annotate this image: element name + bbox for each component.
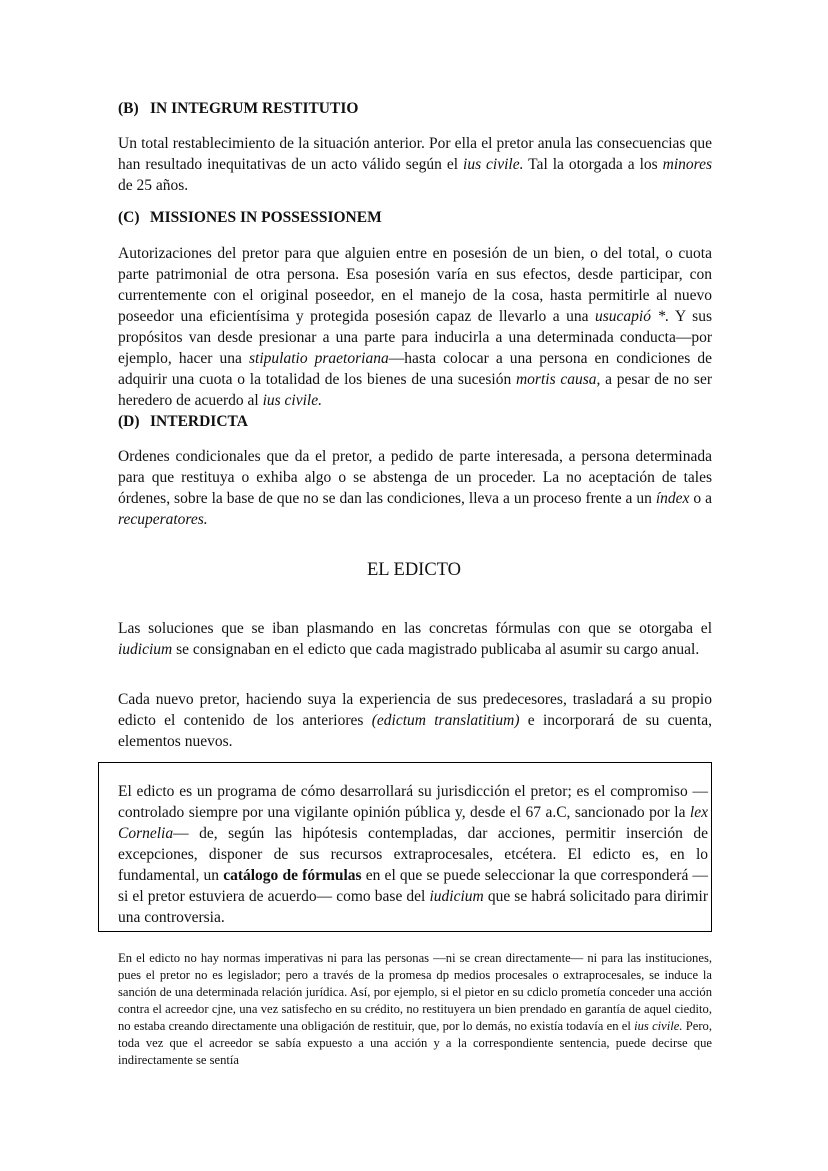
text-span: Ordenes condicionales que da el pretor, a pedido de parte interesada, a persona determinada para que restituya o exhiba algo o se abstenga de un proceder. La no aceptación de tales órdenes, sobre la base de que no se dan las condiciones, lleva a un proceso frente a un — [118, 448, 712, 507]
italic-term: iudicium — [118, 641, 173, 658]
text-span: Tal la otorgada a los — [523, 156, 663, 173]
section-d-title: INTERDICTA — [150, 413, 248, 430]
text-span: El edicto es un programa de cómo desarrollará su jurisdicción el pretor; es el compromiso —controlado siempre por una vigilante opinión pública y, desde el 67 a.C, sancionado por la — [118, 783, 708, 821]
italic-term: ius civile. — [463, 156, 524, 173]
section-b-letter: (B) — [118, 100, 139, 117]
italic-term: mortis causa, — [515, 371, 601, 388]
text-span: —hasta colocar a una persona en condiciones de adquirir una cuota o la totalidad de los bienes de una sucesión — [118, 350, 713, 388]
text-span: Cada nuevo pretor, haciendo suya la experiencia de sus predecesores, trasladará a su propio edicto el contenido de los anteriores — [118, 691, 712, 729]
highlight-box — [98, 762, 712, 932]
italic-term: minores — [662, 156, 712, 173]
italic-term: iudicium — [429, 888, 484, 905]
section-d-paragraph — [118, 446, 712, 530]
text-span: se consignaban en el edicto que cada magistrado publicaba al asumir su cargo anual. — [172, 641, 700, 658]
text-span: o a — [689, 490, 712, 507]
text-span: Autorizaciones del pretor para que alguien entre en posesión de un bien, o del total, o cuota parte patrimonial de otra persona. Esa posesión varía en sus efectos, desde participar, con currentemente con el original poseedor, en el manejo de la cosa, hasta permitirle al nuevo poseedor una eficientísima y protegida posesión capaz de llevarlo a una — [118, 245, 712, 325]
text-span: — de, según las hipótesis contempladas, dar acciones, permitir inserción de excepciones, disponer de sus recursos extraprocesales, etcétera. El edicto es, en lo fundamental, un — [118, 825, 708, 884]
italic-term: ius civile. — [634, 1019, 683, 1033]
section-c-paragraph — [118, 243, 712, 411]
text-span: e incorporará de su cuenta, elementos nuevos. — [118, 712, 712, 750]
section-d-letter: (D) — [118, 413, 140, 430]
text-span: que se habrá solicitado para dirimir una controversia. — [118, 888, 709, 926]
bold-term: catálogo de fórmulas — [223, 867, 362, 884]
edicto-paragraph-2 — [118, 689, 712, 752]
italic-term: índex — [655, 490, 690, 507]
text-span: a pesar de no ser heredero de acuerdo al — [118, 371, 712, 409]
edicto-paragraph-1 — [118, 618, 712, 660]
italic-term: stipulatio praetoriana — [249, 350, 389, 367]
section-c-letter: (C) — [118, 209, 140, 226]
section-c-heading — [118, 209, 382, 227]
italic-term: (edictum translatitium) — [371, 712, 520, 729]
text-span: Un total restablecimiento de la situación anterior. Por ella el pretor anula las consecuencias que han resultado inequitativas de un acto válido según el — [118, 135, 712, 173]
text-span: En el edicto no hay normas imperativas ni para las personas —ni se crean directamente— ni para las instituciones, pues el pretor no es legislador; pero a través de la promesa dp medios procesales o extraprocesales, se induce la sanción de una determinada relación jurídica. Así, por ejemplo, si el pietor en su cdiclo prometía conceder una acción contra el acreedor cjne, una vez satisfecho en su crédito, no restituyera un bien prendado en garantía de aquel ciedito, no estaba creando directamente una obligación de restituir, que, por lo demás, no existía todavía en el — [118, 951, 712, 1033]
italic-term: ius civile. — [262, 392, 322, 409]
italic-term: usucapió *. — [595, 308, 670, 325]
section-d-heading — [118, 413, 248, 431]
text-span: Las soluciones que se iban plasmando en las concretas fórmulas con que se otorgaba el — [118, 620, 712, 637]
text-span: Y sus propósitos van desde presionar a una parte para inducirla a una determinada conducta—por ejemplo, hacer una — [118, 308, 713, 367]
section-b-title: IN INTEGRUM RESTITUTIO — [150, 100, 359, 117]
highlight-box-text — [118, 781, 708, 928]
edicto-title: EL EDICTO — [366, 560, 462, 580]
section-c-title: MISSIONES IN POSSESSIONEM — [150, 209, 382, 226]
text-span: Pero, toda vez que el acreedor se sabía expuesto a una acción y a la correspondiente sentencia, puede decirse que indirectamente se sentía — [118, 1019, 712, 1067]
section-b-paragraph — [118, 133, 712, 196]
italic-term: lex Cornelia — [118, 804, 708, 842]
text-span: en el que se puede seleccionar la que corresponderá —si el pretor estuviera de acuerdo— como base del — [118, 867, 709, 905]
text-span: de 25 años. — [118, 177, 189, 194]
section-b-heading — [118, 100, 358, 118]
italic-term: recuperatores. — [118, 511, 208, 528]
footnote-paragraph — [118, 950, 712, 1069]
